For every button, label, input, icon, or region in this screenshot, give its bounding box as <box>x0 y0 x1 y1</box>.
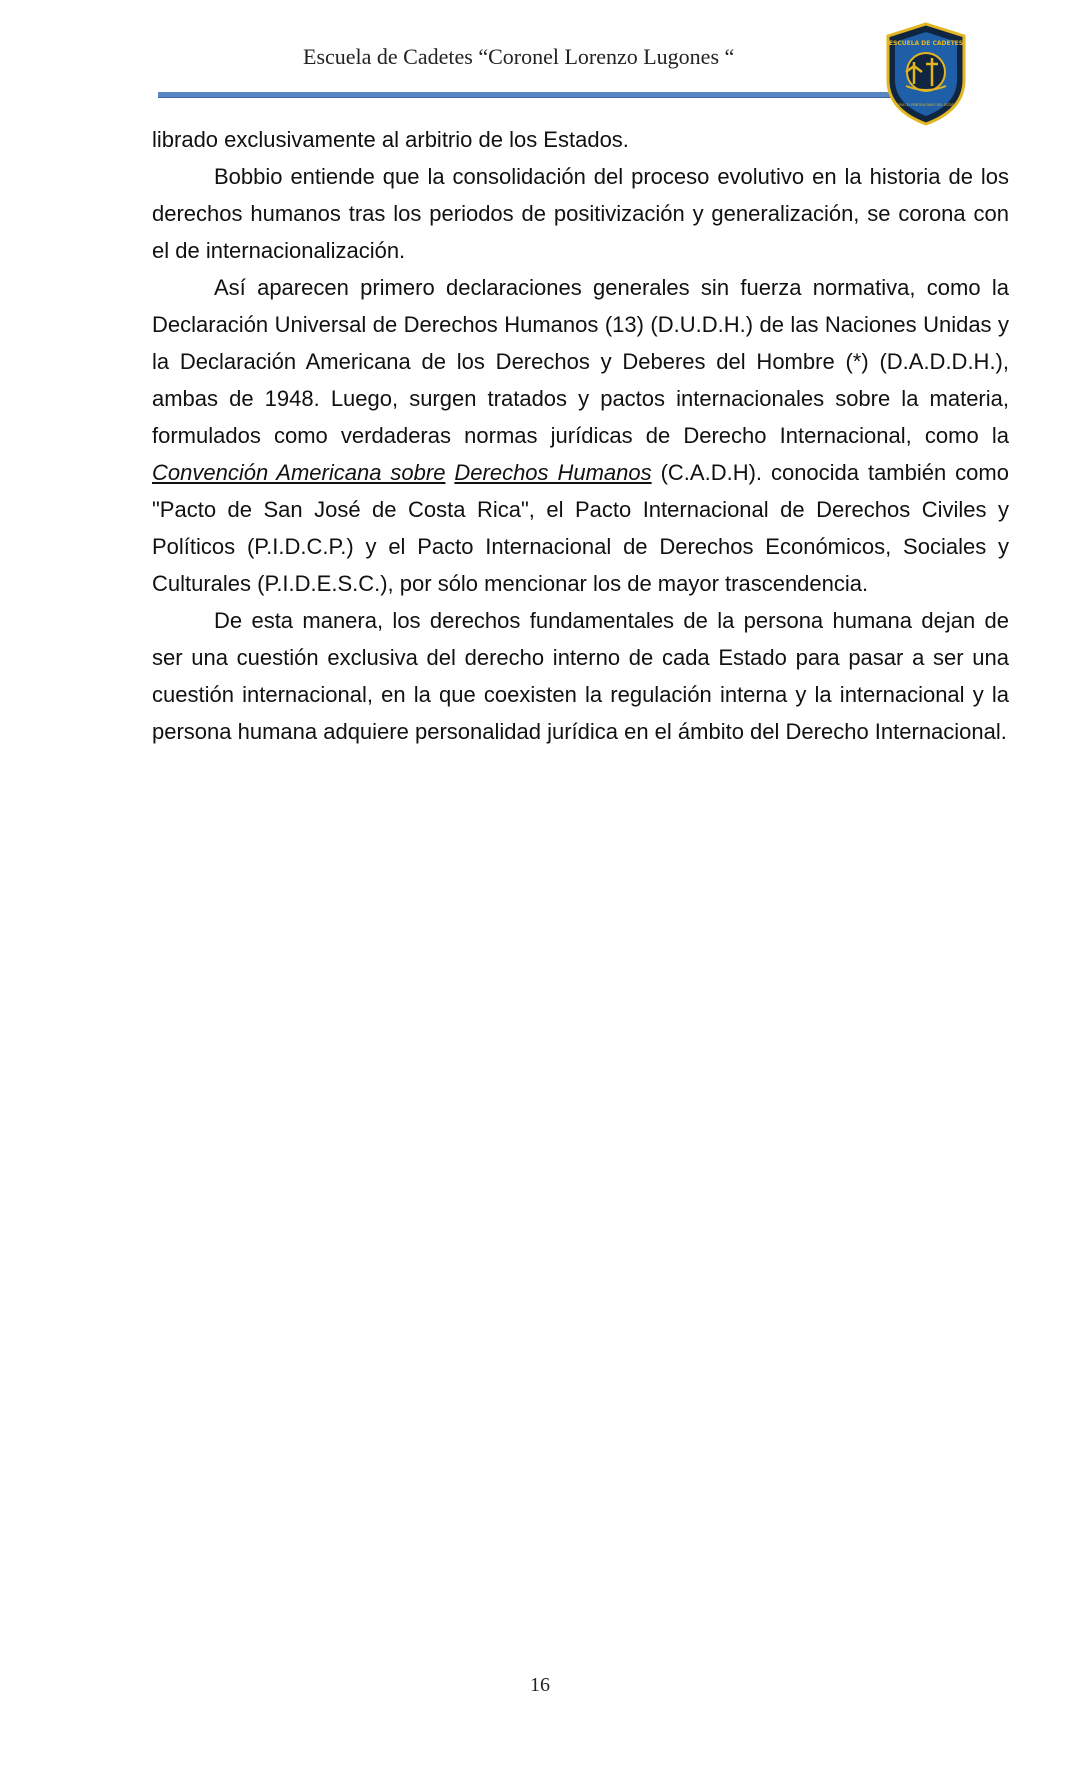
header-divider <box>158 92 904 98</box>
svg-text:SERVICIO PENITENCIARIO DEL EST: SERVICIO PENITENCIARIO DEL ESTADO <box>895 103 957 107</box>
paragraph-3 <box>152 269 1009 602</box>
cadh-link[interactable]: Convención Americana sobre <box>152 460 446 485</box>
page-number: 16 <box>530 1674 550 1696</box>
paragraph-2: Bobbio entiende que la consolidación del proceso evolutivo en la historia de los derechos humanos tras los periodos de positivización y generalización, se corona con el de internacionalización. <box>152 164 1009 263</box>
svg-text:ESCUELA DE CADETES: ESCUELA DE CADETES <box>888 40 964 47</box>
document-body <box>152 121 1009 750</box>
school-crest-logo <box>884 22 968 126</box>
paragraph-3-text-end: (C.A.D.H). conocida también como "Pacto de San José de Costa Rica", el Pacto Internacional de Derechos Civiles y Políticos (P.I.D.C.P.) y el Pacto Internacional de Derechos Económicos, Sociales y Culturales (P.I.D.E.S.C.), por sólo mencionar los de mayor trascendencia. <box>152 460 1009 596</box>
header-title: Escuela de Cadetes “Coronel Lorenzo Lugones “ <box>303 44 735 69</box>
paragraph-3-text-start: Así aparecen primero declaraciones generales sin fuerza normativa, como la Declaración Universal de Derechos Humanos (13) (D.U.D.H.) de las Naciones Unidas y la Declaración Americana de los Derechos y Deberes del Hombre (*) (D.A.D.D.H.), ambas de 1948. Luego, surgen tratados y pactos internacionales sobre la materia, formulados como verdaderas normas jurídicas de Derecho Internacional, como la <box>152 275 1009 448</box>
paragraph-4: De esta manera, los derechos fundamentales de la persona humana dejan de ser una cuestión exclusiva del derecho interno de cada Estado para pasar a ser una cuestión internacional, en la que coexisten la regulación interna y la internacional y la persona humana adquiere personalidad jurídica en el ámbito del Derecho Internacional. <box>152 608 1009 744</box>
derechos-humanos-link[interactable]: Derechos Humanos <box>454 460 652 485</box>
paragraph-1: librado exclusivamente al arbitrio de los Estados. <box>152 127 629 152</box>
